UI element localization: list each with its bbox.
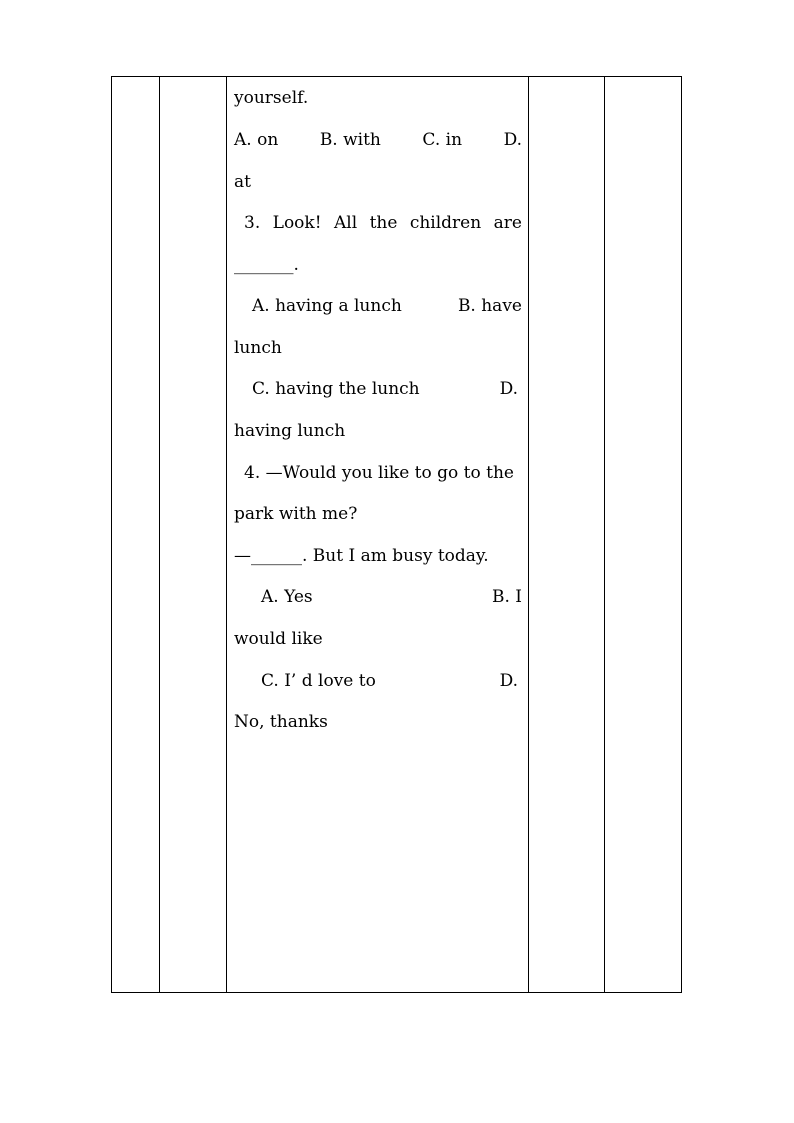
table-cell-blank-4 bbox=[529, 77, 605, 993]
answer-blank-line: _______. bbox=[234, 255, 299, 275]
options-line bbox=[261, 669, 518, 693]
option-c: C. I’ d love to bbox=[261, 671, 376, 691]
text-line: at bbox=[234, 172, 251, 192]
question-cell bbox=[227, 77, 529, 993]
word: are bbox=[493, 213, 522, 233]
options-line bbox=[234, 128, 522, 152]
option-b: B. with bbox=[319, 130, 381, 150]
word: 3. bbox=[244, 213, 261, 233]
text-line: yourself. bbox=[234, 88, 309, 108]
question-4-line: 4. —Would you like to go to the bbox=[244, 463, 514, 483]
text-line: would like bbox=[234, 629, 323, 649]
options-line bbox=[261, 585, 522, 609]
word: the bbox=[369, 213, 398, 233]
options-line bbox=[252, 377, 518, 401]
word: All bbox=[333, 213, 358, 233]
text-line: No, thanks bbox=[234, 712, 328, 732]
option-d: D. bbox=[499, 379, 518, 399]
option-a: A. Yes bbox=[261, 587, 313, 607]
text-line: having lunch bbox=[234, 421, 346, 441]
worksheet-table bbox=[111, 76, 682, 993]
table-cell-blank-1 bbox=[112, 77, 160, 993]
option-b: B. I bbox=[491, 587, 522, 607]
text-line: park with me? bbox=[234, 504, 358, 524]
option-b: B. have bbox=[457, 296, 522, 316]
option-d: D. bbox=[503, 130, 522, 150]
table-row bbox=[112, 77, 682, 993]
option-d: D. bbox=[499, 671, 518, 691]
option-a: A. having a lunch bbox=[252, 296, 402, 316]
question-content bbox=[227, 77, 528, 992]
option-a: A. on bbox=[234, 130, 279, 150]
option-c: C. in bbox=[422, 130, 463, 150]
word: Look! bbox=[272, 213, 322, 233]
table-cell-blank-2 bbox=[160, 77, 227, 993]
table-cell-blank-5 bbox=[605, 77, 682, 993]
option-c: C. having the lunch bbox=[252, 379, 420, 399]
response-line: —______. But I am busy today. bbox=[234, 546, 489, 566]
word: children bbox=[409, 213, 482, 233]
question-3-line bbox=[244, 211, 522, 235]
options-line bbox=[252, 294, 522, 318]
text-line: lunch bbox=[234, 338, 282, 358]
